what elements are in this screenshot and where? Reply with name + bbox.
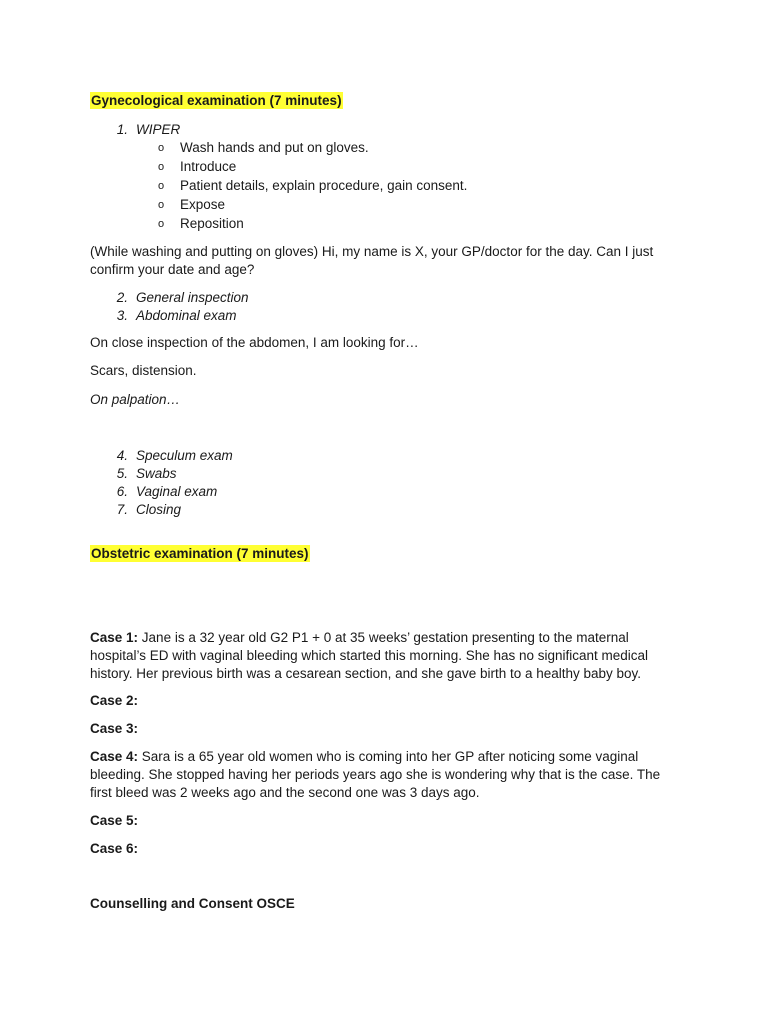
case-4: Case 4: Sara is a 65 year old women who is coming into her GP after noticing some vaginal bleeding. She stopped having her periods years ago she is wondering why that is the case. The first bleed was 2 weeks ago and the second one was 3 days ago. — [90, 749, 661, 800]
case-6: Case 6: — [90, 841, 139, 856]
wiper-step: 1. WIPER — [116, 122, 181, 137]
list-item: o Expose — [158, 197, 226, 212]
list-item: 6. Vaginal exam — [116, 484, 218, 499]
list-item: o Wash hands and put on gloves. — [158, 140, 369, 155]
case-5: Case 5: — [90, 813, 139, 828]
case-3: Case 3: — [90, 721, 139, 736]
abdomen-text: On close inspection of the abdomen, I am looking for… — [90, 335, 419, 350]
list-item: o Reposition — [158, 216, 244, 231]
bullet-icon: o — [158, 218, 165, 230]
list-item: 7. Closing — [116, 502, 182, 517]
list-item: 3. Abdominal exam — [116, 308, 237, 323]
list-item: o Patient details, explain procedure, gain consent. — [158, 178, 468, 193]
bullet-icon: o — [158, 180, 165, 192]
gyn-heading: Gynecological examination (7 minutes) — [91, 93, 342, 108]
obs-heading: Obstetric examination (7 minutes) — [91, 546, 309, 561]
case-1: Case 1: Jane is a 32 year old G2 P1 + 0 at 35 weeks’ gestation presenting to the maternal hospital’s ED with vaginal bleeding which started this morning. She has no significant medical history. Her previous birth was a cesarean section, and she gave birth to a healthy baby boy. — [90, 630, 649, 681]
list-item: 5. Swabs — [116, 466, 177, 481]
scars-text: Scars, distension. — [90, 363, 197, 378]
bullet-icon: o — [158, 199, 165, 211]
intro-paragraph: (While washing and putting on gloves) Hi, my name is X, your GP/doctor for the day. Can I just confirm your date and age? — [90, 244, 654, 277]
list-item: 2. General inspection — [116, 290, 249, 305]
list-item: o Introduce — [158, 159, 237, 174]
counselling-heading: Counselling and Consent OSCE — [90, 896, 295, 911]
list-item: 4. Speculum exam — [116, 448, 233, 463]
wiper-list — [0, 140, 768, 235]
steps-list-b — [104, 447, 233, 519]
steps-list-a — [104, 289, 249, 325]
bullet-icon: o — [158, 161, 165, 173]
palpation-text: On palpation… — [90, 392, 181, 407]
case-2: Case 2: — [90, 693, 139, 708]
bullet-icon: o — [158, 142, 165, 154]
